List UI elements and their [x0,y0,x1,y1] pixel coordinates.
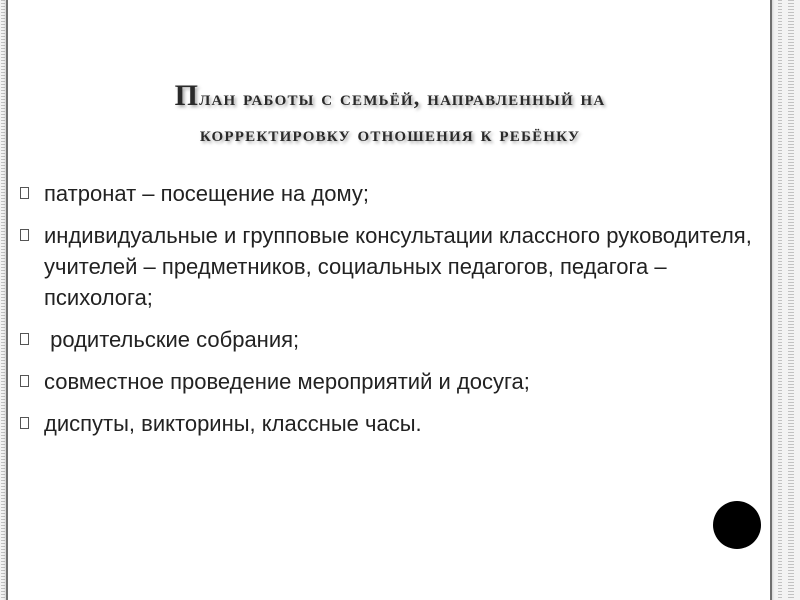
right-stripe-decoration-outer [788,0,794,600]
title-line-1-text: лан работы с семьёй, направленный на [199,85,606,110]
slide-title [40,78,740,152]
bullet-item [18,408,758,439]
title-line-1 [40,78,740,116]
black-circle-decoration [713,501,761,549]
square-bullet-icon [20,375,29,387]
bullet-text: диспуты, викторины, классные часы. [44,411,422,436]
bullet-text: совместное проведение мероприятий и досуга; [44,369,530,394]
bullet-text: индивидуальные и групповые консультации классного руководителя, учителей – предметников, социальных педагогов, педагога – психолога; [44,223,752,310]
bullet-list [18,178,758,450]
bullet-item [18,324,758,355]
title-line-2: корректировку отношения к ребёнку [199,121,581,146]
square-bullet-icon [20,229,29,241]
square-bullet-icon [20,187,29,199]
bullet-text: родительские собрания; [44,327,300,352]
square-bullet-icon [20,417,29,429]
bullet-text: патронат – посещение на дому; [44,181,369,206]
right-stripe-decoration [778,0,782,600]
left-stripe-decoration [1,0,5,600]
square-bullet-icon [20,333,29,345]
bullet-item [18,178,758,209]
bullet-item [18,220,758,313]
title-initial-cap: П [174,79,200,112]
bullet-item [18,366,758,397]
